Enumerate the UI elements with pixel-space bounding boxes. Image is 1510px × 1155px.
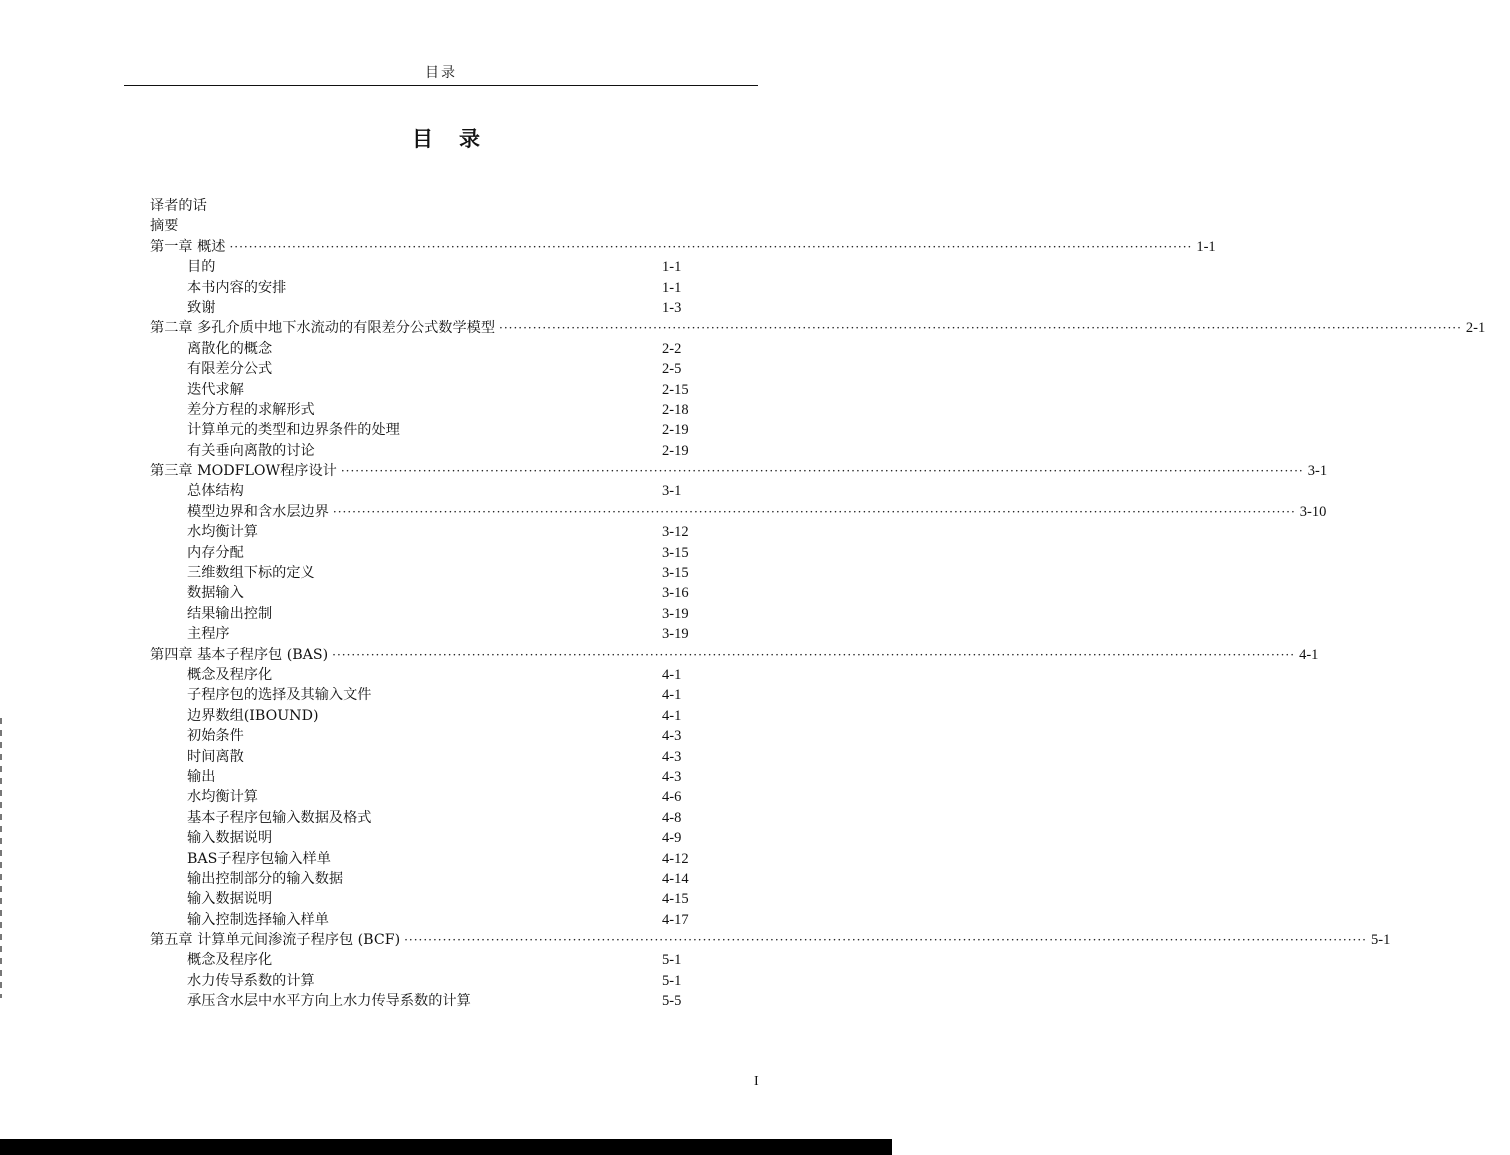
toc-entry-label: 承压含水层中水平方向上水力传导系数的计算 bbox=[187, 993, 471, 1010]
toc-section-entry[interactable] bbox=[150, 582, 706, 602]
toc-section-entry[interactable] bbox=[150, 480, 706, 500]
toc-section-entry[interactable] bbox=[150, 949, 706, 969]
toc-entry-label: 模型边界和含水层边界 bbox=[187, 503, 329, 520]
toc-chapter-entry[interactable] bbox=[150, 460, 1328, 480]
toc-entry-label: 输出 bbox=[187, 768, 216, 785]
toc-section-entry[interactable] bbox=[150, 501, 1327, 521]
running-header: 目录 bbox=[124, 62, 758, 86]
toc-entry-page: 3-1 bbox=[662, 483, 682, 500]
toc-entry-label: 数据输入 bbox=[187, 585, 244, 602]
toc-entry-label: BAS子程序包输入样单 bbox=[187, 850, 331, 867]
toc-entry-page: 4-1 bbox=[662, 666, 682, 683]
toc-entry-label: 概念及程序化 bbox=[187, 952, 273, 969]
page-title: 目录 bbox=[412, 127, 506, 151]
toc-section-entry[interactable] bbox=[150, 562, 706, 582]
toc-section-entry[interactable] bbox=[150, 848, 706, 868]
toc-entry-label: 第五章 计算单元间渗流子程序包 (BCF) bbox=[150, 932, 401, 949]
toc-section-entry[interactable] bbox=[150, 970, 706, 990]
toc-entry-label: 输入数据说明 bbox=[187, 891, 273, 908]
toc-section-entry[interactable] bbox=[150, 277, 706, 297]
toc-entry-page: 4-3 bbox=[662, 728, 682, 745]
toc-entry-label: 子程序包的选择及其输入文件 bbox=[187, 687, 372, 704]
toc-entry-label: 第二章 多孔介质中地下水流动的有限差分公式数学模型 bbox=[150, 320, 496, 337]
toc-entry-page: 3-15 bbox=[662, 565, 689, 582]
toc-section-entry[interactable] bbox=[150, 338, 706, 358]
toc-entry-label: 结果输出控制 bbox=[187, 605, 273, 622]
toc-section-entry[interactable] bbox=[150, 684, 706, 704]
toc-entry-page: 3-16 bbox=[662, 585, 689, 602]
toc-section-entry[interactable] bbox=[150, 909, 706, 929]
toc-entry-page: 3-19 bbox=[662, 626, 689, 643]
toc-entry-label: 水均衡计算 bbox=[187, 524, 258, 541]
toc-entry-page: 3-10 bbox=[1299, 503, 1327, 520]
toc-section-entry[interactable] bbox=[150, 827, 706, 847]
toc-entry-page: 4-1 bbox=[662, 707, 682, 724]
toc-section-entry[interactable] bbox=[150, 419, 706, 439]
toc-entry-page: 4-15 bbox=[662, 891, 689, 908]
toc-section-entry[interactable] bbox=[150, 725, 706, 745]
toc-entry-label: 摘要 bbox=[150, 218, 179, 235]
toc-dot-leader: ········································································································································································································ bbox=[332, 504, 1296, 519]
scan-bottom-bar bbox=[0, 1139, 892, 1155]
toc-entry-page: 4-6 bbox=[662, 789, 682, 806]
toc-entry-page: 4-8 bbox=[662, 809, 682, 826]
toc-entry-label: 输出控制部分的输入数据 bbox=[187, 870, 344, 887]
toc-entry-page: 5-1 bbox=[1371, 932, 1391, 949]
toc-entry-page: 3-15 bbox=[662, 544, 689, 561]
toc-chapter-entry[interactable] bbox=[150, 317, 1486, 337]
toc-dot-leader: ········································································································································································································ bbox=[332, 647, 1296, 662]
toc-entry-page: 4-3 bbox=[662, 768, 682, 785]
toc-chapter-entry[interactable] bbox=[150, 644, 1319, 664]
toc-entry-page: 1-1 bbox=[662, 279, 682, 296]
toc-entry-page: 2-2 bbox=[662, 340, 682, 357]
toc-section-entry[interactable] bbox=[150, 521, 706, 541]
toc-chapter-entry[interactable] bbox=[150, 236, 1216, 256]
toc-entry-label: 第四章 基本子程序包 (BAS) bbox=[150, 646, 329, 663]
toc-entry-label: 边界数组(IBOUND) bbox=[187, 707, 319, 724]
toc-chapter-entry[interactable] bbox=[150, 929, 1391, 949]
toc-entry-page: 5-1 bbox=[662, 972, 682, 989]
toc-dot-leader: ········································································································································································································ bbox=[340, 464, 1304, 479]
toc-section-entry[interactable] bbox=[150, 766, 706, 786]
toc-section-entry[interactable] bbox=[150, 868, 706, 888]
toc-entry-page: 4-17 bbox=[662, 911, 689, 928]
toc-entry-label: 初始条件 bbox=[187, 728, 244, 745]
toc-entry-label: 第一章 概述 bbox=[150, 238, 226, 255]
toc-entry-label: 内存分配 bbox=[187, 544, 244, 561]
toc-entry-page: 1-1 bbox=[1196, 238, 1216, 255]
toc-entry-page: 2-1 bbox=[1465, 320, 1486, 337]
toc-section-entry[interactable] bbox=[150, 664, 706, 684]
toc-entry-page: 3-1 bbox=[1307, 463, 1328, 480]
toc-entry-page: 1-1 bbox=[662, 259, 682, 276]
toc-entry-label: 总体结构 bbox=[187, 483, 244, 500]
toc-dot-leader: ········································································································································································································ bbox=[404, 933, 1367, 948]
toc-entry-label: 概念及程序化 bbox=[187, 666, 273, 683]
toc-entry-page: 4-1 bbox=[1299, 646, 1319, 663]
toc-entry-page: 5-5 bbox=[662, 993, 682, 1010]
toc-entry-page: 4-14 bbox=[662, 870, 689, 887]
toc-section-entry[interactable] bbox=[150, 542, 706, 562]
toc-entry-page: 2-5 bbox=[662, 361, 682, 378]
toc-entry-label: 有关垂向离散的讨论 bbox=[187, 442, 315, 459]
toc-section-entry[interactable] bbox=[150, 256, 706, 276]
toc-entry-label: 三维数组下标的定义 bbox=[187, 565, 315, 582]
toc-entry-label: 有限差分公式 bbox=[187, 361, 273, 378]
toc-section-entry[interactable] bbox=[150, 603, 706, 623]
toc-entry-page: 3-19 bbox=[662, 605, 689, 622]
toc-entry-page: 2-19 bbox=[662, 422, 689, 439]
toc-entry-label: 目的 bbox=[187, 259, 216, 276]
toc-section-entry[interactable] bbox=[150, 399, 706, 419]
toc-entry-page: 4-9 bbox=[662, 830, 682, 847]
toc-entry-label: 输入数据说明 bbox=[187, 830, 273, 847]
toc-entry-page: 4-3 bbox=[662, 748, 682, 765]
toc-section-entry[interactable] bbox=[150, 807, 706, 827]
toc-dot-leader: ········································································································································································································ bbox=[499, 321, 1462, 336]
toc-entry-label: 水均衡计算 bbox=[187, 789, 258, 806]
toc-entry-page: 2-18 bbox=[662, 401, 689, 418]
toc-section-entry[interactable] bbox=[150, 379, 706, 399]
toc-dot-leader: ········································································································································································································ bbox=[229, 239, 1193, 254]
toc-entry-label: 计算单元的类型和边界条件的处理 bbox=[187, 422, 400, 439]
table-of-contents bbox=[150, 195, 1486, 1011]
toc-entry-label: 致谢 bbox=[187, 299, 216, 316]
toc-entry-page: 3-12 bbox=[662, 524, 689, 541]
toc-entry-page: 2-19 bbox=[662, 442, 689, 459]
toc-section-entry[interactable] bbox=[150, 440, 706, 460]
toc-section-entry[interactable] bbox=[150, 990, 706, 1010]
toc-entry-page: 2-15 bbox=[662, 381, 689, 398]
toc-section-entry[interactable] bbox=[150, 297, 706, 317]
toc-chapter-entry[interactable] bbox=[150, 215, 706, 235]
toc-entry-label: 本书内容的安排 bbox=[187, 279, 287, 296]
toc-entry-label: 离散化的概念 bbox=[187, 340, 273, 357]
toc-section-entry[interactable] bbox=[150, 746, 706, 766]
scan-edge-mark bbox=[0, 718, 2, 998]
toc-entry-label: 输入控制选择输入样单 bbox=[187, 911, 329, 928]
toc-section-entry[interactable] bbox=[150, 888, 706, 908]
toc-entry-page: 5-1 bbox=[662, 952, 682, 969]
toc-entry-page: 1-3 bbox=[662, 299, 682, 316]
toc-entry-label: 主程序 bbox=[187, 626, 230, 643]
toc-entry-label: 差分方程的求解形式 bbox=[187, 401, 315, 418]
toc-entry-page: 4-1 bbox=[662, 687, 682, 704]
toc-entry-label: 第三章 MODFLOW程序设计 bbox=[150, 463, 337, 480]
toc-chapter-entry[interactable] bbox=[150, 195, 706, 215]
toc-entry-label: 基本子程序包输入数据及格式 bbox=[187, 809, 372, 826]
toc-entry-label: 译者的话 bbox=[150, 198, 207, 214]
toc-section-entry[interactable] bbox=[150, 358, 706, 378]
toc-section-entry[interactable] bbox=[150, 786, 706, 806]
toc-entry-label: 时间离散 bbox=[187, 748, 244, 765]
toc-section-entry[interactable] bbox=[150, 623, 706, 643]
toc-section-entry[interactable] bbox=[150, 705, 706, 725]
page-number: I bbox=[754, 1074, 759, 1089]
toc-entry-label: 迭代求解 bbox=[187, 381, 244, 398]
toc-entry-page: 4-12 bbox=[662, 850, 689, 867]
toc-entry-label: 水力传导系数的计算 bbox=[187, 972, 315, 989]
